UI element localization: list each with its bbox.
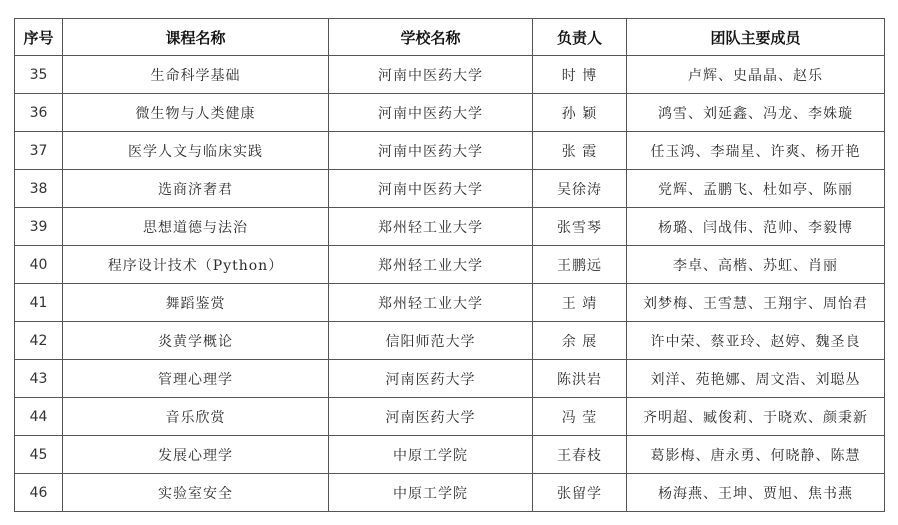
table-row: [15, 170, 885, 208]
team-members: 党辉、孟鹏飞、杜如亭、陈丽: [627, 170, 885, 208]
lead-name: 王 靖: [533, 284, 627, 322]
school-name: 河南中医药大学: [329, 94, 533, 132]
row-number: 41: [15, 284, 63, 322]
row-number: 45: [15, 436, 63, 474]
school-name: 信阳师范大学: [329, 322, 533, 360]
table-body: [15, 56, 885, 512]
header-row: [15, 19, 885, 56]
row-number: 46: [15, 474, 63, 512]
lead-name: 吴徐涛: [533, 170, 627, 208]
course-name: 选商济奢君: [63, 170, 329, 208]
header-lead: 负责人: [533, 19, 627, 56]
school-name: 河南医药大学: [329, 360, 533, 398]
school-name: 郑州轻工业大学: [329, 246, 533, 284]
lead-name: 余 展: [533, 322, 627, 360]
lead-name: 冯 莹: [533, 398, 627, 436]
team-members: 杨海燕、王坤、贾旭、焦书燕: [627, 474, 885, 512]
school-name: 河南中医药大学: [329, 56, 533, 94]
course-name: 生命科学基础: [63, 56, 329, 94]
course-name: 实验室安全: [63, 474, 329, 512]
table-row: [15, 56, 885, 94]
lead-name: 张 霞: [533, 132, 627, 170]
school-name: 中原工学院: [329, 474, 533, 512]
course-name: 医学人文与临床实践: [63, 132, 329, 170]
team-members: 卢辉、史晶晶、赵乐: [627, 56, 885, 94]
lead-name: 孙 颖: [533, 94, 627, 132]
header-no: 序号: [15, 19, 63, 56]
row-number: 42: [15, 322, 63, 360]
course-name: 微生物与人类健康: [63, 94, 329, 132]
course-name: 音乐欣赏: [63, 398, 329, 436]
row-number: 38: [15, 170, 63, 208]
team-members: 李卓、高楷、苏虹、肖丽: [627, 246, 885, 284]
table-header: [15, 19, 885, 56]
row-number: 43: [15, 360, 63, 398]
header-school: 学校名称: [329, 19, 533, 56]
row-number: 39: [15, 208, 63, 246]
row-number: 40: [15, 246, 63, 284]
school-name: 郑州轻工业大学: [329, 208, 533, 246]
table-row: [15, 94, 885, 132]
header-course: 课程名称: [63, 19, 329, 56]
table-row: [15, 246, 885, 284]
lead-name: 张雪琴: [533, 208, 627, 246]
row-number: 35: [15, 56, 63, 94]
table-row: [15, 284, 885, 322]
course-name: 舞蹈鉴赏: [63, 284, 329, 322]
school-name: 郑州轻工业大学: [329, 284, 533, 322]
table-row: [15, 398, 885, 436]
course-name: 程序设计技术（Python）: [63, 246, 329, 284]
header-members: 团队主要成员: [627, 19, 885, 56]
table-row: [15, 436, 885, 474]
row-number: 44: [15, 398, 63, 436]
lead-name: 王春枝: [533, 436, 627, 474]
school-name: 河南医药大学: [329, 398, 533, 436]
team-members: 刘梦梅、王雪慧、王翔宇、周怡君: [627, 284, 885, 322]
lead-name: 时 博: [533, 56, 627, 94]
team-members: 许中荣、蔡亚玲、赵婷、魏圣良: [627, 322, 885, 360]
team-members: 刘洋、苑艳娜、周文浩、刘聪丛: [627, 360, 885, 398]
table-row: [15, 208, 885, 246]
team-members: 齐明超、臧俊莉、于晓欢、颜秉新: [627, 398, 885, 436]
row-number: 36: [15, 94, 63, 132]
school-name: 中原工学院: [329, 436, 533, 474]
team-members: 任玉鸿、李瑞星、许爽、杨开艳: [627, 132, 885, 170]
table-row: [15, 360, 885, 398]
course-name: 思想道德与法治: [63, 208, 329, 246]
course-table: [14, 18, 885, 512]
row-number: 37: [15, 132, 63, 170]
lead-name: 陈洪岩: [533, 360, 627, 398]
lead-name: 张留学: [533, 474, 627, 512]
team-members: 杨璐、闫战伟、范帅、李毅博: [627, 208, 885, 246]
course-name: 炎黄学概论: [63, 322, 329, 360]
school-name: 河南中医药大学: [329, 170, 533, 208]
course-name: 发展心理学: [63, 436, 329, 474]
table-row: [15, 474, 885, 512]
team-members: 鸿雪、刘延鑫、冯龙、李姝璇: [627, 94, 885, 132]
course-name: 管理心理学: [63, 360, 329, 398]
table-row: [15, 322, 885, 360]
school-name: 河南中医药大学: [329, 132, 533, 170]
table-row: [15, 132, 885, 170]
lead-name: 王鹏远: [533, 246, 627, 284]
team-members: 葛影梅、唐永勇、何晓静、陈慧: [627, 436, 885, 474]
